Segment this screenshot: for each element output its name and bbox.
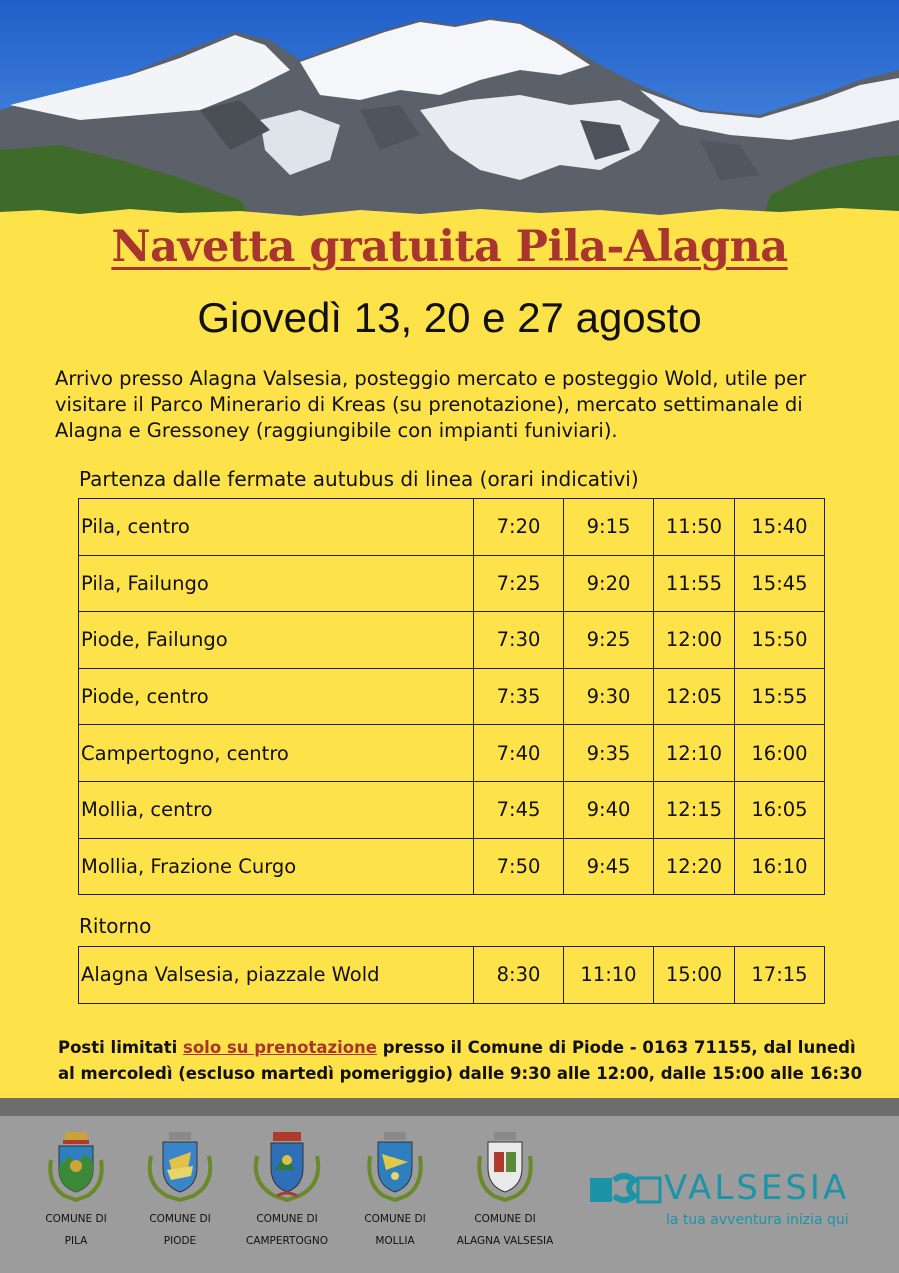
return-heading: Ritorno (79, 914, 152, 938)
departure-time: 12:20 (654, 838, 735, 895)
crest-piode (125, 1130, 235, 1252)
departure-time: 11:50 (654, 499, 735, 556)
departure-time: 9:20 (564, 555, 654, 612)
crest-alagna (450, 1130, 560, 1252)
footer (0, 1116, 899, 1273)
return-time: 17:15 (735, 947, 825, 1004)
crest-label: COMUNE DI PIODE (149, 1213, 211, 1247)
departure-time: 16:00 (735, 725, 825, 782)
table-row (79, 499, 825, 556)
departure-time: 7:45 (474, 781, 564, 838)
piode-coat-of-arms-icon (145, 1130, 215, 1202)
departure-time: 16:10 (735, 838, 825, 895)
departure-time: 16:05 (735, 781, 825, 838)
departure-time: 15:50 (735, 612, 825, 669)
departure-time: 9:35 (564, 725, 654, 782)
return-time: 8:30 (474, 947, 564, 1004)
intro-line: Arrivo presso Alagna Valsesia, posteggio mercato e posteggio Wold, utile per (55, 367, 807, 390)
departure-time: 12:15 (654, 781, 735, 838)
table-row (79, 725, 825, 782)
stop-name: Piode, Failungo (79, 612, 474, 669)
valsesia-mark-icon (590, 1170, 662, 1210)
stop-name: Mollia, Frazione Curgo (79, 838, 474, 895)
departure-time: 9:15 (564, 499, 654, 556)
departure-time: 12:10 (654, 725, 735, 782)
table-row (79, 668, 825, 725)
pila-coat-of-arms-icon (45, 1130, 107, 1202)
departure-time: 9:30 (564, 668, 654, 725)
departure-time: 11:55 (654, 555, 735, 612)
departure-time: 12:00 (654, 612, 735, 669)
intro-paragraph (55, 366, 855, 444)
intro-line: Alagna e Gressoney (raggiungibile con impianti funiviari). (55, 419, 618, 442)
departure-time: 15:55 (735, 668, 825, 725)
valsesia-tagline: la tua avventura inizia qui (666, 1212, 849, 1228)
valsesia-wordmark: VALSESIA (664, 1168, 850, 1208)
departures-heading: Partenza dalle fermate autubus di linea (orari indicativi) (79, 467, 639, 491)
departure-time: 7:35 (474, 668, 564, 725)
stop-name: Pila, centro (79, 499, 474, 556)
stop-name: Alagna Valsesia, piazzale Wold (79, 947, 474, 1004)
notice-line (58, 1035, 878, 1061)
return-time: 15:00 (654, 947, 735, 1004)
notice-suffix: presso il Comune di Piode - 0163 71155, dal lunedì (377, 1038, 856, 1057)
intro-line: visitare il Parco Minerario di Kreas (su prenotazione), mercato settimanale di (55, 393, 803, 416)
booking-notice (58, 1035, 878, 1087)
departure-time: 15:40 (735, 499, 825, 556)
stop-name: Mollia, centro (79, 781, 474, 838)
stop-name: Piode, centro (79, 668, 474, 725)
table-row (79, 781, 825, 838)
crest-label: COMUNE DI MOLLIA (364, 1213, 426, 1247)
table-row (79, 612, 825, 669)
crest-pila (21, 1130, 131, 1252)
departures-table (78, 498, 825, 895)
departure-time: 9:40 (564, 781, 654, 838)
notice-line: al mercoledì (escluso martedì pomeriggio) dalle 9:30 alle 12:00, dalle 15:00 alle 16:30 (58, 1064, 863, 1083)
table-row (79, 555, 825, 612)
notice-prefix: Posti limitati (58, 1038, 184, 1057)
table-row (79, 838, 825, 895)
page-title: Navetta gratuita Pila-Alagna (111, 222, 788, 272)
departure-time: 9:45 (564, 838, 654, 895)
mollia-coat-of-arms-icon (364, 1130, 426, 1202)
departure-time: 9:25 (564, 612, 654, 669)
table-row (79, 947, 825, 1004)
alagna-coat-of-arms-icon (474, 1130, 536, 1202)
departure-time: 7:20 (474, 499, 564, 556)
stop-name: Pila, Failungo (79, 555, 474, 612)
departure-time: 12:05 (654, 668, 735, 725)
crest-label: COMUNE DI PILA (45, 1213, 107, 1247)
crest-mollia (340, 1130, 450, 1252)
departure-time: 7:40 (474, 725, 564, 782)
departure-time: 7:30 (474, 612, 564, 669)
mountain-photo (0, 0, 899, 230)
campertogno-coat-of-arms-icon (251, 1130, 323, 1202)
departure-time: 15:45 (735, 555, 825, 612)
footer-divider (0, 1098, 899, 1116)
crest-label: COMUNE DI ALAGNA VALSESIA (456, 1213, 554, 1247)
departure-time: 7:25 (474, 555, 564, 612)
return-time: 11:10 (564, 947, 654, 1004)
stop-name: Campertogno, centro (79, 725, 474, 782)
crest-campertogno (232, 1130, 342, 1252)
crest-label: COMUNE DI CAMPERTOGNO (245, 1213, 328, 1247)
booking-link[interactable]: solo su prenotazione (183, 1038, 377, 1057)
event-dates: Giovedì 13, 20 e 27 agosto (197, 294, 702, 341)
departure-time: 7:50 (474, 838, 564, 895)
return-table (78, 946, 825, 1004)
